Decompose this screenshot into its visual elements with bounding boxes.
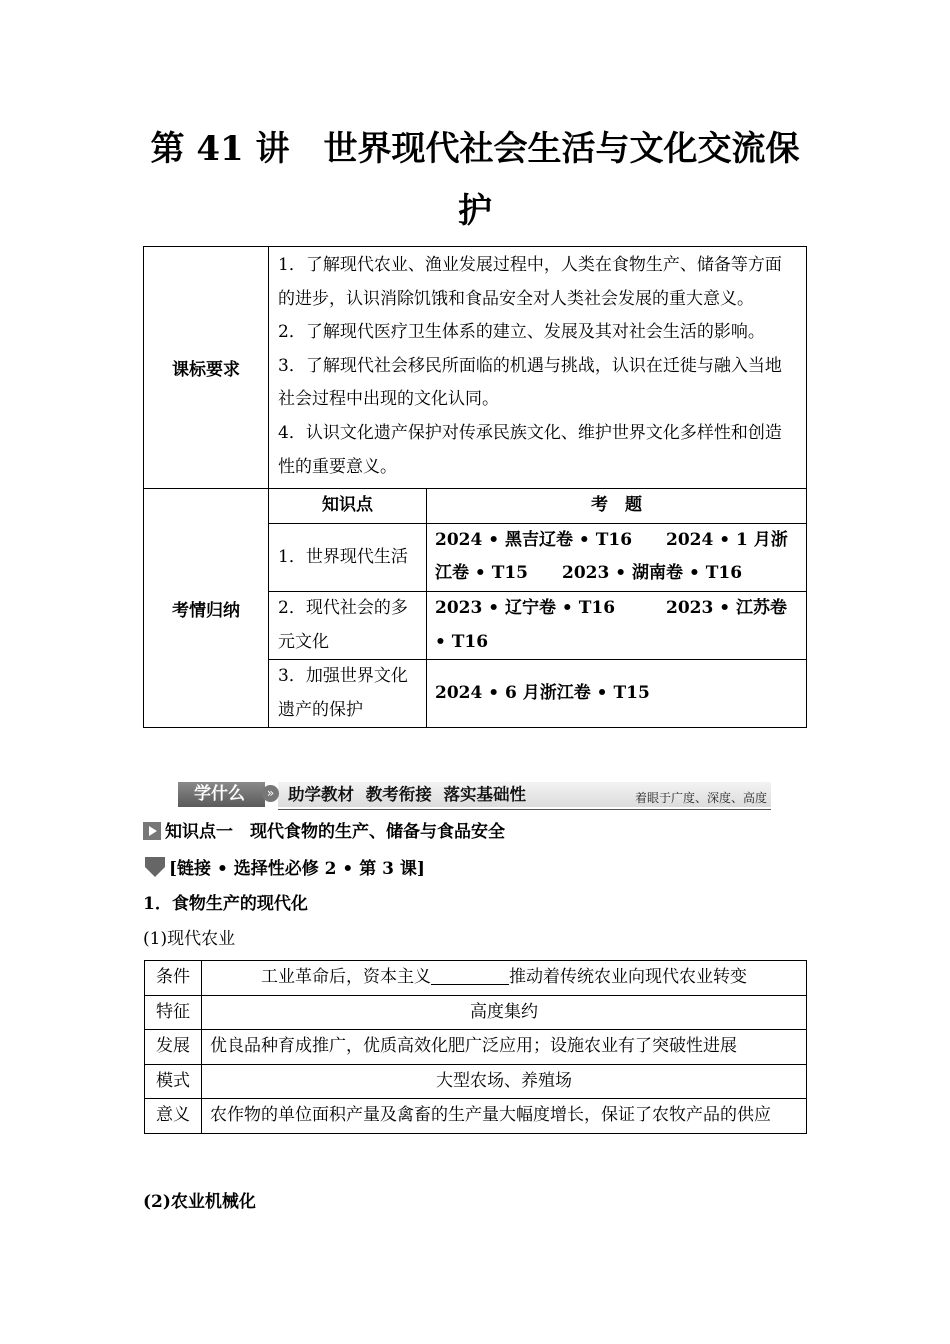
knowledge-point: 2．现代社会的多元文化 [269, 591, 427, 659]
fill-blank[interactable] [431, 966, 509, 985]
agri-row [145, 1099, 807, 1134]
agri-value [202, 961, 807, 996]
requirements-row [144, 247, 807, 489]
requirement-item: 3．了解现代社会移民所面临的机遇与挑战，认识在迁徙与融入当地社会过程中出现的文化认同。 [278, 355, 782, 410]
agri-row [145, 961, 807, 996]
exam-questions: 2024 • 黑吉辽卷 • T16 2024 • 1 月浙江卷 • T15 2023 • 湖南卷 • T16 [427, 523, 807, 591]
agri-value: 大型农场、养殖场 [202, 1064, 807, 1099]
exam-label: 考情归纳 [144, 489, 269, 728]
agri-value-before: 工业革命后，资本主义 [261, 967, 431, 987]
knowledge-point: 1．世界现代生活 [269, 523, 427, 591]
title-line-1: 第 41 讲 世界现代社会生活与文化交流保 [150, 129, 800, 169]
agri-key: 特征 [145, 995, 202, 1030]
requirement-item: 2．了解现代医疗卫生体系的建立、发展及其对社会生活的影响。 [278, 322, 765, 343]
exam-inner-table [269, 489, 806, 727]
agri-row [145, 1064, 807, 1099]
requirements-label: 课标要求 [144, 247, 269, 489]
exam-row-item [269, 660, 806, 728]
play-triangle-icon [143, 822, 161, 840]
agri-value: 优良品种育成推广，优质高效化肥广泛应用；设施农业有了突破性进展 [202, 1030, 807, 1065]
agri-value-after: 推动着传统农业向现代农业转变 [509, 967, 747, 987]
agri-key: 模式 [145, 1064, 202, 1099]
knowledge-header: 知识点 [269, 489, 427, 523]
section-banner [178, 780, 771, 810]
banner-slogan: 助学教材 教考衔接 落实基础性 [288, 785, 526, 804]
exam-header-row [269, 489, 806, 523]
banner-tag: 学什么 [178, 782, 265, 807]
section-heading-text: 知识点一 现代食物的生产、储备与食品安全 [165, 822, 505, 842]
agri-key: 发展 [145, 1030, 202, 1065]
agri-key: 意义 [145, 1099, 202, 1134]
requirement-item: 1．了解现代农业、渔业发展过程中，人类在食物生产、储备等方面的进步，认识消除饥饿和食品安全对人类社会发展的重大意义。 [278, 255, 782, 309]
exam-questions: 2024 • 6 月浙江卷 • T15 [427, 660, 807, 728]
agri-value: 高度集约 [202, 995, 807, 1030]
title-line-2: 护 [458, 191, 492, 231]
subheading-food-production: 1．食物生产的现代化 [143, 894, 308, 914]
questions-header: 考 题 [427, 489, 807, 523]
subheading-modern-agriculture-text: (1)现代农业 [143, 929, 236, 949]
modern-agriculture-table [144, 960, 807, 1134]
banner-divider [278, 809, 771, 810]
subheading-modern-agriculture [143, 927, 235, 951]
exam-row-item [269, 591, 806, 659]
section-heading [143, 820, 505, 844]
exam-questions: 2023 • 辽宁卷 • T16 2023 • 江苏卷 • T16 [427, 591, 807, 659]
textbook-link [143, 855, 425, 881]
exam-row [144, 489, 807, 728]
down-arrow-icon [143, 855, 167, 879]
requirements-content [269, 247, 807, 489]
textbook-link-text: [链接 • 选择性必修 2 • 第 3 课] [169, 859, 425, 879]
subheading-mechanization: (2)农业机械化 [143, 1192, 256, 1212]
banner-subtitle: 着眼于广度、深度、高度 [634, 791, 767, 805]
curriculum-table [143, 246, 807, 728]
requirement-item: 4．认识文化遗产保护对传承民族文化、维护世界文化多样性和创造性的重要意义。 [278, 422, 782, 477]
agri-value: 农作物的单位面积产量及禽畜的生产量大幅度增长，保证了农牧产品的供应 [202, 1099, 807, 1134]
double-chevron-icon: » [262, 785, 279, 802]
exam-row-item [269, 523, 806, 591]
agri-row [145, 995, 807, 1030]
exam-content [269, 489, 807, 728]
agri-key: 条件 [145, 961, 202, 996]
knowledge-point: 3．加强世界文化遗产的保护 [269, 660, 427, 728]
page-title [140, 118, 810, 242]
agri-row [145, 1030, 807, 1065]
